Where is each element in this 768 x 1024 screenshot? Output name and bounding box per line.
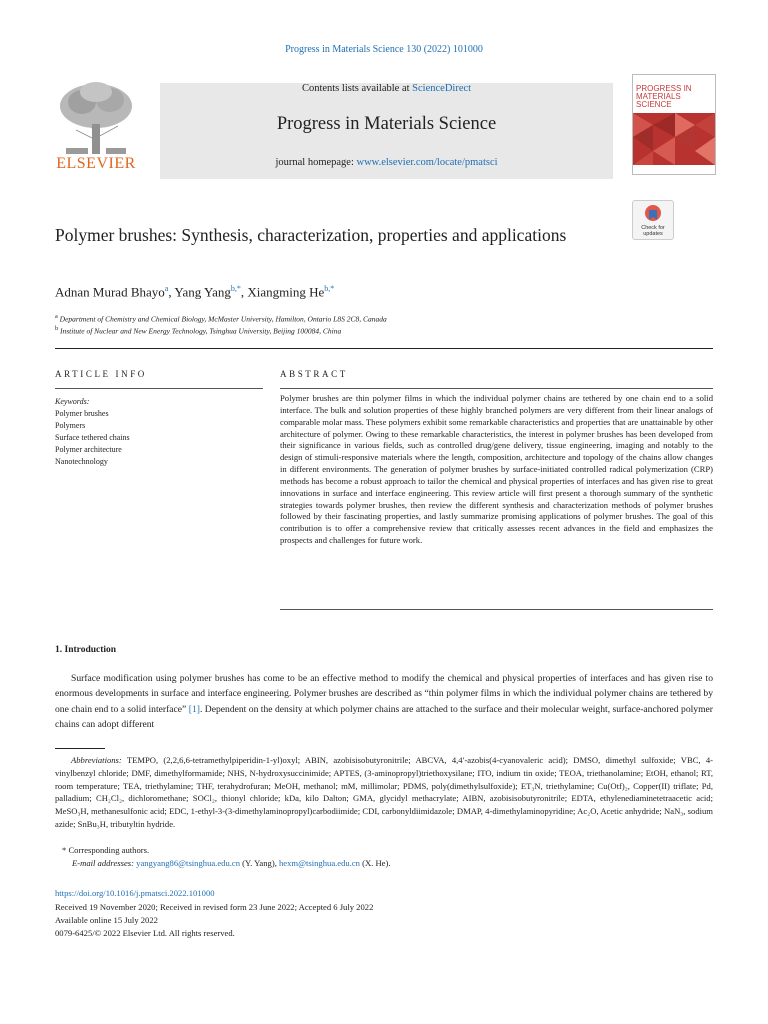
author-superscript[interactable]: b,* xyxy=(324,284,335,293)
doi-link[interactable]: https://doi.org/10.1016/j.pmatsci.2022.101000 xyxy=(55,888,215,898)
homepage-prefix: journal homepage: xyxy=(275,157,357,168)
abbreviations-footnote xyxy=(55,754,713,831)
journal-header-band xyxy=(160,83,613,179)
author-name[interactable]: Yang Yang xyxy=(174,284,231,300)
email-addresses xyxy=(72,858,391,868)
affiliation-text: Department of Chemistry and Chemical Biology, McMaster University, Hamilton, Ontario L8S 2C8, Canada xyxy=(59,314,387,324)
publisher-name: ELSEVIER xyxy=(56,155,136,172)
divider xyxy=(55,388,263,389)
affiliation-marker: a xyxy=(55,313,58,320)
contents-prefix: Contents lists available at xyxy=(301,83,413,94)
intro-text-part: Surface modification using polymer brushes has come to be an effective method to modify the chemical and physical properties of interfaces and has given rise to enormous developments in surface and interface engineering. Polymer brushes are described as “thin polymer films in which the individual polymer chains are tethered by one chain end to a solid interface” xyxy=(55,673,713,715)
copyright-notice: 0079-6425/© 2022 Elsevier Ltd. All rights reserved. xyxy=(55,928,235,938)
cover-title: PROGRESS IN MATERIALS SCIENCE xyxy=(636,84,692,109)
email-label: E-mail addresses: xyxy=(72,858,134,868)
reference-link[interactable]: [1] xyxy=(188,703,200,715)
check-for-updates-label: Check for updates xyxy=(641,225,665,237)
keywords-block xyxy=(55,396,130,468)
author-name[interactable]: Xiangming He xyxy=(247,284,325,300)
keyword: Nanotechnology xyxy=(55,457,108,466)
email-link[interactable]: hexm@tsinghua.edu.cn xyxy=(279,858,360,868)
keywords-label: Keywords: xyxy=(55,397,90,406)
author-superscript[interactable]: a xyxy=(164,284,169,293)
divider xyxy=(55,348,713,349)
section-heading-introduction: 1. Introduction xyxy=(55,645,117,655)
cover-artwork xyxy=(633,113,715,165)
intro-text-part: . Dependent on the density at which polymer chains are attached to the surface and their molecular weight, surface-anchored polymer chains can adopt different xyxy=(55,703,713,730)
article-info-heading: ARTICLE INFO xyxy=(55,369,147,379)
affiliation-marker: b xyxy=(55,325,59,332)
email-owner: (X. He). xyxy=(359,858,391,868)
abbreviations-label: Abbreviations: xyxy=(71,755,122,765)
footnote-divider xyxy=(55,748,105,749)
corresponding-authors-note: * Corresponding authors. xyxy=(62,845,150,855)
abbreviations-text: TEMPO, (2,2,6,6-tetramethylpiperidin-1-yl)oxyl; ABIN, azobisisobutyronitrile; ABCVA, 4,4′-azobis(4-cyanovaleric acid); DMSO, dimethyl sulfoxide; VBC, 4-vinylbenzyl chloride; DMF, dimethylformamide; NHS, N-hydroxysuccinimide; APTES, (3-aminopropyl)triethoxysilane; ITO, indium tin oxide; TEOA, triethanolamine; EtOH, ethanol; RT, room temperature; TEA, triethylamine; THF, terahydrofuran; MeOH, methanol; mM, millimolar; PDMS, poly(dimethylsulfoxide); ET₃N, triethylamine; Cu(Otf)₂, Copper(II) triflate; Pd, palladium; CH₂Cl₂, dichloromethane; SOCl₂, thionyl chloride; kDa, kilo Dalton; GMA, glycidyl methacrylate; AIBN, azobisisobutyronitrile; EDTA, ethylenediaminetetraacetic acid; MeSO₃H, methanesulfonic acid; EDC, 1-ethyl-3-(3-dimethylaminopropyl)carbodiimide; CDI, carbonyldiimidazole; DMAP, 4-dimethylaminopyridine; Ac₂O, Acetic anhydride; NaN₃, sodium azide; SnBu₃H, tributyltin hydride. xyxy=(55,755,713,829)
author-list: Adnan Murad Bhayo$^a$, Yang Yang$^{b,*}$, Xiangming $He^{b,*}$ xyxy=(55,284,335,300)
contents-availability xyxy=(160,83,613,94)
introduction-paragraph xyxy=(55,671,713,732)
journal-homepage xyxy=(160,157,613,168)
keyword: Polymers xyxy=(55,421,86,430)
homepage-link[interactable]: www.elsevier.com/locate/pmatsci xyxy=(356,157,498,168)
journal-citation[interactable]: Progress in Materials Science 130 (2022) 101000 xyxy=(285,44,483,55)
keyword: Surface tethered chains xyxy=(55,433,130,442)
article-title: Polymer brushes: Synthesis, characterization, properties and applications xyxy=(55,225,567,245)
abstract-text: Polymer brushes are thin polymer films in which the individual polymer chains are tethered by one chain end to a solid interface. The bulk and solution properties of these highly branched polymers are very different from their linear analogs of comparable molar mass. These polymers exhibit some remarkable characteristics and properties that are unattainable by other architecture of polymer. Owing to these remarkable characteristics, the interest in polymer brushes has been developed from their significance in various fields, such as controlled drug/gene delivery, tissue engineering, imaging and notably to the design of stimuli-responsive materials where the length, composition, architecture and topology of the chains allow changes in different environments. The generation of polymer brushes by surface-initiated controlled radical polymerization (CRP) methods has become a robust approach to tailor the chemical and physical properties of interfaces and has given rise to great innovations in surface and interface engineering. This review article will first present a thorough summary of the synthetic strategies towards polymer brushes, then review the different synthesis and characterization methods of polymer brushes followed by their fascinating properties, and lastly summarize promising applications of polymer brushes. The goal of this contribution is to offer a comprehensive review that critically assesses recent advances in the field and emphasizes the prospects and challenges for future work. xyxy=(280,393,713,546)
email-link[interactable]: yangyang86@tsinghua.edu.cn xyxy=(136,858,240,868)
affiliation xyxy=(55,313,387,324)
journal-title: Progress in Materials Science xyxy=(276,114,497,134)
email-owner: (Y. Yang), xyxy=(240,858,279,868)
affiliation-text: Institute of Nuclear and New Energy Technology, Tsinghua University, Beijing 100084, China xyxy=(60,326,342,336)
journal-cover-thumbnail[interactable] xyxy=(632,74,716,175)
affiliation xyxy=(55,325,341,336)
keyword: Polymer architecture xyxy=(55,445,122,454)
bookmark-icon xyxy=(644,204,662,224)
divider xyxy=(280,388,713,389)
sciencedirect-link[interactable]: ScienceDirect xyxy=(412,83,472,94)
online-date: Available online 15 July 2022 xyxy=(55,915,158,925)
abstract-heading: ABSTRACT xyxy=(280,369,348,379)
received-dates: Received 19 November 2020; Received in revised form 23 June 2022; Accepted 6 July 2022 xyxy=(55,902,374,912)
check-for-updates-button[interactable] xyxy=(632,200,674,240)
divider xyxy=(280,609,713,610)
author-superscript[interactable]: b,* xyxy=(230,284,241,293)
keyword: Polymer brushes xyxy=(55,409,109,418)
author-name[interactable]: Adnan Murad Bhayo xyxy=(55,284,165,300)
